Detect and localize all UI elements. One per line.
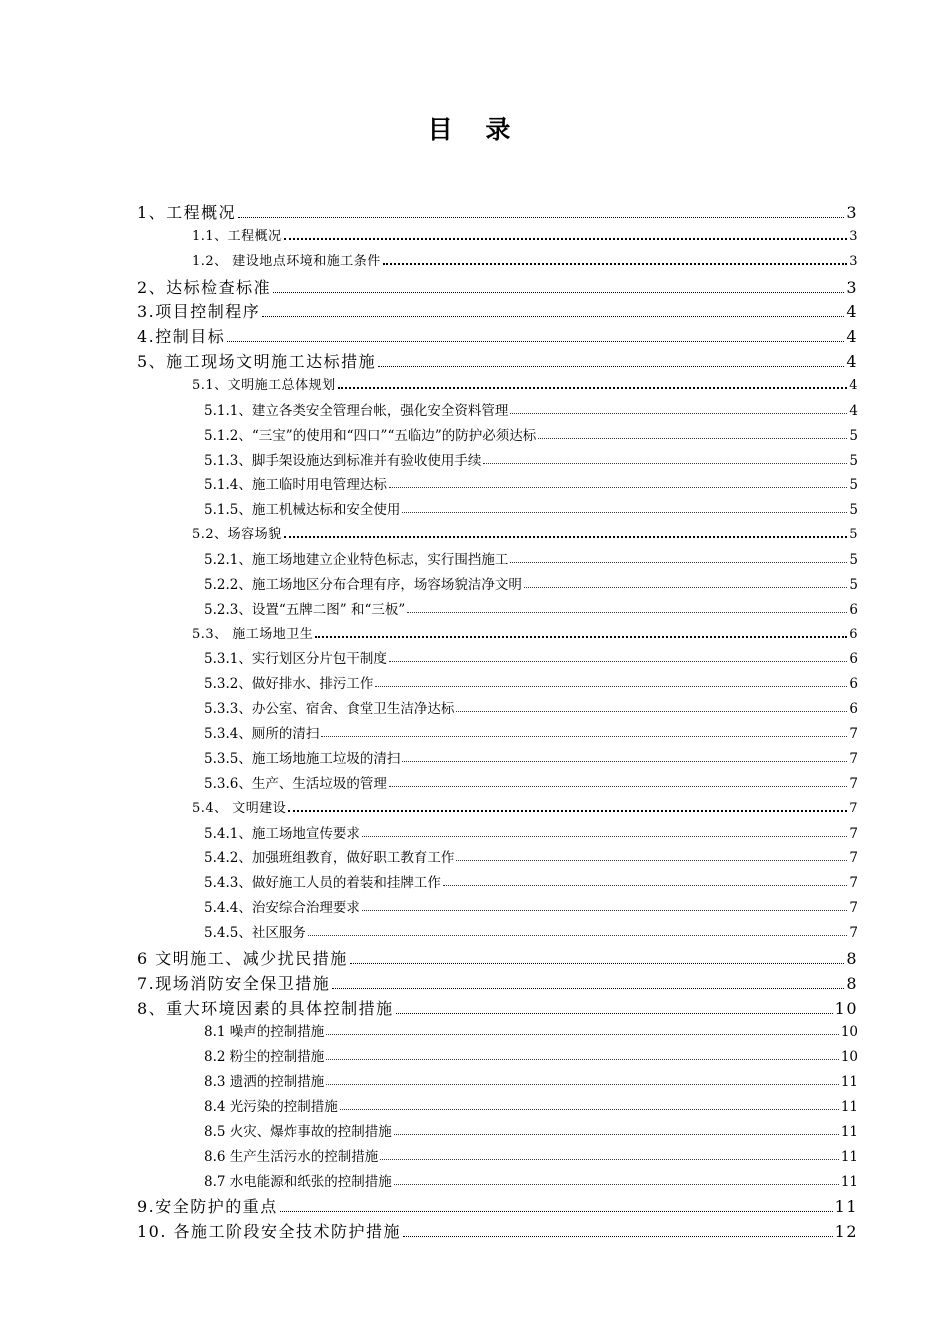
toc-entry[interactable]	[192, 250, 858, 269]
toc-entry-label: 5、施工现场文明施工达标措施	[137, 352, 377, 372]
dot-leader	[524, 586, 848, 588]
toc-entry-page: 4	[846, 352, 858, 372]
dot-leader	[375, 685, 847, 687]
toc-entry[interactable]	[137, 200, 858, 223]
toc-entry-label: 5.4.2、加强班组教育，做好职工教育工作	[204, 850, 455, 867]
toc-entry-page: 4	[849, 402, 858, 419]
dot-leader	[402, 760, 847, 762]
toc-entry[interactable]	[204, 1070, 858, 1090]
dot-leader	[383, 262, 847, 265]
toc-entry[interactable]	[204, 1095, 858, 1115]
toc-entry-page: 10	[840, 1024, 858, 1041]
toc-entry-page: 8	[846, 973, 858, 993]
toc-entry-page: 6	[849, 626, 858, 642]
toc-entry-page: 11	[840, 1098, 858, 1115]
toc-entry-label: 5.3.1、实行划区分片包干制度	[204, 651, 387, 668]
toc-entry-label: 5.3、 施工场地卫生	[192, 626, 314, 642]
toc-entry-page: 11	[840, 1173, 858, 1190]
toc-entry[interactable]	[192, 374, 858, 393]
toc-entry-page: 7	[849, 900, 858, 917]
dot-leader	[273, 291, 844, 293]
dot-leader	[280, 1210, 833, 1212]
toc-entry-label: 5.4.3、做好施工人员的着装和挂牌工作	[204, 875, 441, 892]
toc-entry-page: 7	[849, 850, 858, 867]
toc-entry[interactable]	[204, 548, 858, 568]
toc-entry-label: 5.2.1、施工场地建立企业特色标志，实行围挡施工	[204, 552, 509, 569]
toc-entry-page: 8	[846, 948, 858, 968]
toc-entry-label: 6 文明施工、减少扰民措施	[137, 948, 348, 968]
toc-entry-page: 11	[840, 1123, 858, 1140]
toc-entry[interactable]	[204, 722, 858, 742]
toc-entry-page: 11	[840, 1074, 858, 1091]
toc-entry-page: 5	[849, 502, 858, 519]
toc-entry-label: 5.1.3、脚手架设施达到标准并有验收使用手续	[204, 452, 482, 469]
toc-entry[interactable]	[204, 498, 858, 518]
page-title: 目 录	[427, 115, 523, 144]
toc-entry-page: 7	[849, 750, 858, 767]
dot-leader	[403, 1235, 833, 1237]
toc-entry[interactable]	[137, 1219, 858, 1242]
dot-leader	[407, 611, 847, 613]
toc-entry[interactable]	[137, 971, 858, 994]
toc-entry-page: 7	[849, 800, 858, 816]
dot-leader	[238, 216, 844, 218]
toc-entry-page: 7	[849, 875, 858, 892]
toc-entry-label: 8.1 噪声的控制措施	[204, 1024, 325, 1041]
dot-leader	[326, 1058, 839, 1060]
dot-leader	[262, 315, 844, 317]
toc-entry-label: 5.4.5、社区服务	[204, 924, 306, 941]
toc-entry-label: 5.3.5、施工场地施工垃圾的清扫	[204, 750, 401, 767]
toc-entry[interactable]	[204, 747, 858, 767]
dot-leader	[443, 884, 848, 886]
toc-entry-page: 6	[849, 651, 858, 668]
toc-entry-page: 7	[849, 726, 858, 743]
toc-entry[interactable]	[204, 598, 858, 618]
toc-entry-label: 8.6 生产生活污水的控制措施	[204, 1148, 379, 1165]
toc-entry-label: 8.5 火灾、爆炸事故的控制措施	[204, 1123, 392, 1140]
toc-entry-label: 1.2、 建设地点环境和施工条件	[192, 253, 381, 269]
toc-entry-page: 4	[846, 327, 858, 347]
toc-entry-page: 7	[849, 924, 858, 941]
toc-entry[interactable]	[204, 573, 858, 593]
toc-entry-page: 7	[849, 825, 858, 842]
dot-leader	[326, 1033, 839, 1035]
toc-entry-page: 5	[849, 427, 858, 444]
toc-entry-label: 7.现场消防安全保卫措施	[137, 973, 331, 993]
dot-leader	[321, 735, 847, 737]
toc-entry[interactable]	[192, 523, 858, 542]
toc-entry-label: 8.7 水电能源和纸张的控制措施	[204, 1173, 392, 1190]
toc-entry[interactable]	[204, 896, 858, 916]
toc-entry[interactable]	[137, 946, 858, 969]
toc-entry-label: 8.4 光污染的控制措施	[204, 1098, 338, 1115]
toc-entry-page: 3	[846, 203, 858, 222]
toc-entry-page: 6	[849, 676, 858, 693]
dot-leader	[308, 934, 848, 936]
dot-leader	[389, 660, 848, 662]
dot-leader	[315, 635, 847, 638]
dot-leader	[456, 710, 847, 712]
toc-entry[interactable]	[204, 1020, 858, 1040]
toc-entry-label: 5.1.5、施工机械达标和安全使用	[204, 502, 401, 519]
toc-entry[interactable]	[204, 697, 858, 717]
toc-entry-label: 9.安全防护的重点	[137, 1197, 278, 1217]
toc-entry-label: 10. 各施工阶段安全技术防护措施	[137, 1222, 402, 1242]
toc-entry-label: 5.3.3、办公室、宿舍、食堂卫生洁净达标	[204, 701, 455, 718]
dot-leader	[510, 561, 847, 563]
toc-entry-label: 2、达标检查标准	[137, 277, 272, 297]
dot-leader	[510, 412, 847, 414]
toc-entry-page: 10	[840, 1049, 858, 1066]
toc-entry-label: 5.1.2、“三宝”的使用和“四口”“五临边”的防护必须达标	[204, 427, 537, 444]
toc-entry-page: 4	[846, 302, 858, 322]
dot-leader	[227, 340, 844, 342]
toc-entry-page: 11	[834, 1197, 858, 1217]
toc-entry-page: 5	[849, 552, 858, 569]
toc-entry-label: 5.3.4、厕所的清扫	[204, 726, 320, 743]
dot-leader	[284, 237, 848, 240]
toc-entry-label: 5.3.6、生产、生活垃圾的管理	[204, 775, 387, 792]
dot-leader	[362, 909, 848, 911]
toc-entry-label: 5.4.4、治安综合治理要求	[204, 900, 360, 917]
dot-leader	[340, 1108, 839, 1110]
toc-entry[interactable]	[192, 623, 858, 642]
toc-entry[interactable]	[137, 299, 858, 322]
toc-entry[interactable]	[204, 772, 858, 792]
toc-entry[interactable]	[204, 473, 858, 493]
toc-entry[interactable]	[137, 324, 858, 347]
toc-entry-page: 6	[849, 601, 858, 618]
toc-entry-page: 11	[840, 1148, 858, 1165]
dot-leader	[394, 1133, 839, 1135]
toc-entry[interactable]	[137, 349, 858, 372]
toc-entry-label: 8、重大环境因素的具体控制措施	[137, 998, 394, 1018]
toc-entry-page: 3	[849, 253, 858, 269]
dot-leader	[456, 859, 847, 861]
toc-entry-label: 5.4、 文明建设	[192, 800, 287, 816]
toc-entry-label: 8.2 粉尘的控制措施	[204, 1049, 325, 1066]
toc-entry-label: 5.2.2、施工场地区分布合理有序，场容场貌洁净文明	[204, 576, 522, 593]
toc-entry[interactable]	[137, 275, 858, 298]
toc-entry[interactable]	[204, 449, 858, 469]
toc-entry-label: 5.3.2、做好排水、排污工作	[204, 676, 374, 693]
dot-leader	[362, 835, 848, 837]
toc-entry-page: 5	[849, 452, 858, 469]
toc-entry[interactable]	[204, 647, 858, 667]
dot-leader	[326, 1083, 839, 1085]
dot-leader	[402, 511, 847, 513]
toc-entry-label: 4.控制目标	[137, 327, 226, 347]
dot-leader	[288, 809, 847, 812]
toc-entry[interactable]	[137, 1194, 858, 1217]
toc-entry[interactable]	[204, 1120, 858, 1140]
toc-entry[interactable]	[204, 822, 858, 842]
toc-entry-label: 5.1.1、建立各类安全管理台帐，强化安全资料管理	[204, 402, 509, 419]
dot-leader	[394, 1183, 839, 1185]
toc-entry-page: 7	[849, 775, 858, 792]
toc-entry-label: 5.1.4、施工临时用电管理达标	[204, 477, 387, 494]
toc-entry-page: 6	[849, 701, 858, 718]
toc-entry-page: 5	[849, 477, 858, 494]
toc-entry-page: 5	[849, 576, 858, 593]
toc-entry[interactable]	[204, 921, 858, 941]
dot-leader	[483, 462, 847, 464]
toc-entry[interactable]	[204, 1170, 858, 1190]
dot-leader	[396, 1012, 833, 1014]
dot-leader	[380, 1158, 839, 1160]
dot-leader	[338, 386, 848, 389]
toc-entry[interactable]	[204, 424, 858, 444]
toc-entry-page: 3	[846, 277, 858, 297]
toc-entry-page: 10	[834, 998, 858, 1018]
dot-leader	[389, 785, 848, 787]
toc-entry-page: 4	[849, 378, 858, 394]
toc-entry-page: 3	[849, 228, 858, 244]
toc-entry-page: 5	[849, 527, 858, 543]
dot-leader	[284, 535, 848, 538]
dot-leader	[538, 437, 847, 439]
toc-entry-label: 5.2、场容场貌	[192, 527, 282, 543]
dot-leader	[350, 962, 845, 964]
toc-entry-label: 5.2.3、设置“五牌二图” 和“三板”	[204, 601, 406, 618]
toc-entry-label: 3.项目控制程序	[137, 302, 261, 322]
toc-entry[interactable]	[204, 1045, 858, 1065]
toc-entry[interactable]	[204, 846, 858, 866]
toc-entry[interactable]	[204, 399, 858, 419]
toc-entry-label: 5.4.1、施工场地宣传要求	[204, 825, 360, 842]
toc-entry[interactable]	[192, 225, 858, 244]
toc-entry[interactable]	[204, 672, 858, 692]
toc-entry[interactable]	[204, 871, 858, 891]
dot-leader	[389, 486, 848, 488]
toc-entry-label: 5.1、文明施工总体规划	[192, 378, 336, 394]
dot-leader	[378, 365, 844, 367]
toc-entry-label: 8.3 遗洒的控制措施	[204, 1074, 325, 1091]
toc-entry[interactable]	[204, 1145, 858, 1165]
toc-entry-label: 1.1、工程概况	[192, 228, 282, 244]
toc-entry-label: 1、工程概况	[137, 203, 237, 222]
dot-leader	[332, 987, 844, 989]
toc-entry-page: 12	[834, 1222, 858, 1242]
toc-entry[interactable]	[192, 797, 858, 816]
toc-entry[interactable]	[137, 996, 858, 1019]
